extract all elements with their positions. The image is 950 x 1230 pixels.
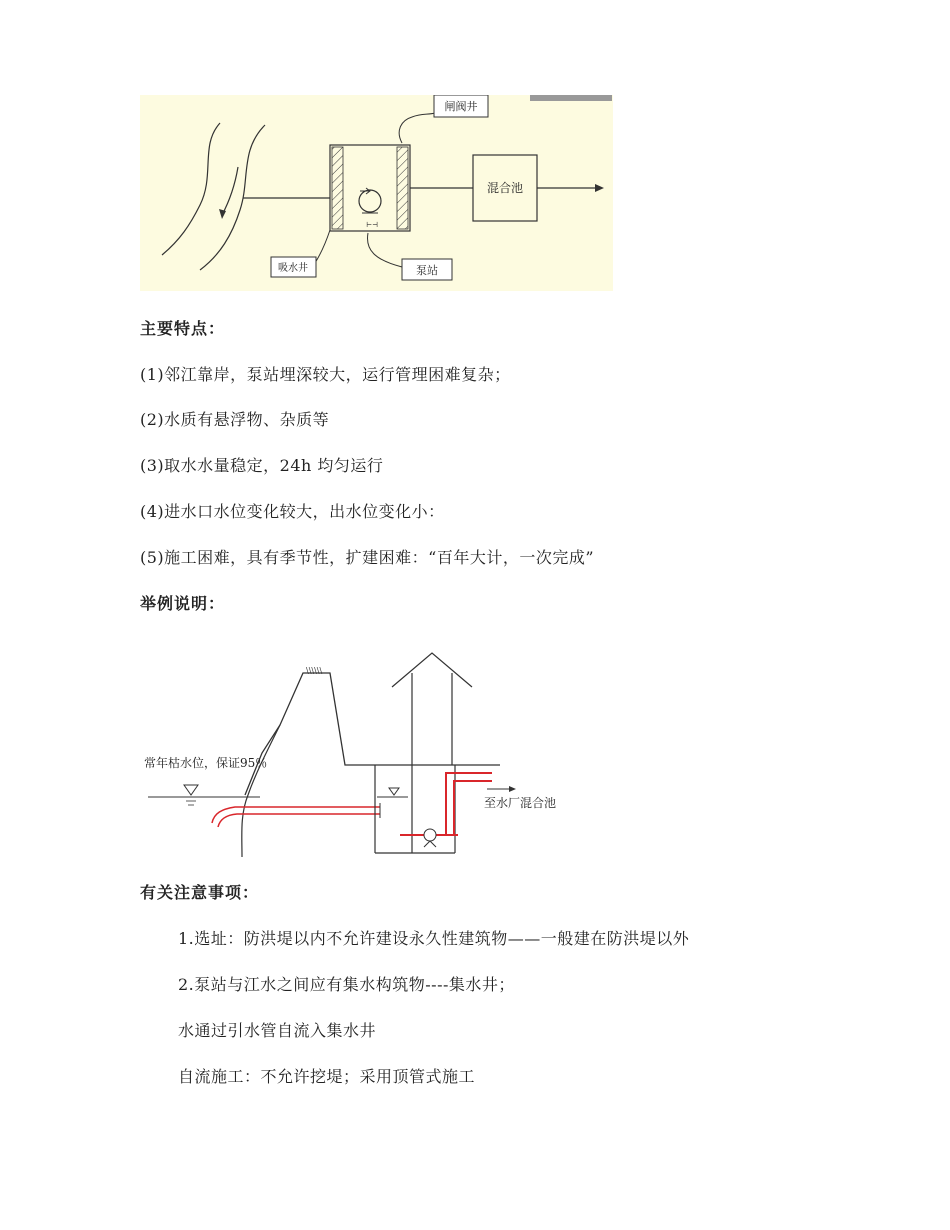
- diagram-background: [140, 95, 613, 291]
- note-item-3: 水通过引水管自流入集水井: [178, 1021, 377, 1040]
- pump-base: [424, 841, 436, 847]
- pump-icon: [424, 829, 436, 841]
- note-item-2: 2.泵站与江水之间应有集水构筑物----集水井；: [178, 975, 515, 994]
- feature-item-4: (4)进水口水位变化较大，出水位变化小：: [140, 502, 445, 521]
- suction-well-label: 吸水井: [278, 263, 308, 274]
- hatch-strip: [530, 95, 612, 101]
- valve-well-label: 闸阀井: [444, 100, 478, 113]
- tower-roof: [392, 653, 472, 687]
- water-level-label: 常年枯水位，保证95％: [144, 756, 268, 770]
- notes-heading: 有关注意事项：: [140, 883, 260, 902]
- mixing-tank-label: 混合池: [486, 181, 524, 195]
- example-heading: 举例说明：: [140, 594, 226, 613]
- pump-station-label: 泵站: [416, 264, 438, 277]
- intake-pipe-upper: [212, 807, 380, 823]
- note-item-4: 自流施工：不允许挖堤；采用顶管式施工: [178, 1067, 476, 1086]
- levee-outline: [245, 673, 500, 795]
- levee-crest-mark: \\\\\\: [306, 666, 323, 675]
- river-bank-slope: [242, 725, 280, 857]
- features-heading: 主要特点：: [140, 319, 226, 338]
- pump-house-wall-left: [332, 147, 343, 229]
- intake-layout-diagram: [140, 95, 613, 291]
- note-item-1: 1.选址：防洪堤以内不允许建设永久性建筑物——一般建在防洪堤以外: [178, 929, 690, 948]
- feature-item-2: (2)水质有悬浮物、杂质等: [140, 410, 330, 429]
- intake-section-diagram: [140, 635, 560, 857]
- water-level-symbol: [184, 785, 198, 795]
- feature-item-3: (3)取水水量稳定，24h 均匀运行: [140, 456, 384, 475]
- well-water-symbol: [389, 788, 399, 795]
- feature-item-5: (5)施工困难，具有季节性，扩建困难：“百年大计，一次完成”: [140, 548, 595, 567]
- to-mixing-tank-arrowhead: [509, 786, 516, 792]
- pump-valve-glyph: ⊢⊣: [366, 221, 379, 229]
- to-mixing-tank-label: 至水厂混合池: [484, 796, 557, 810]
- pump-house-wall-right: [397, 147, 408, 229]
- feature-item-1: (1)邻江靠岸，泵站埋深较大，运行管理困难复杂；: [140, 365, 511, 384]
